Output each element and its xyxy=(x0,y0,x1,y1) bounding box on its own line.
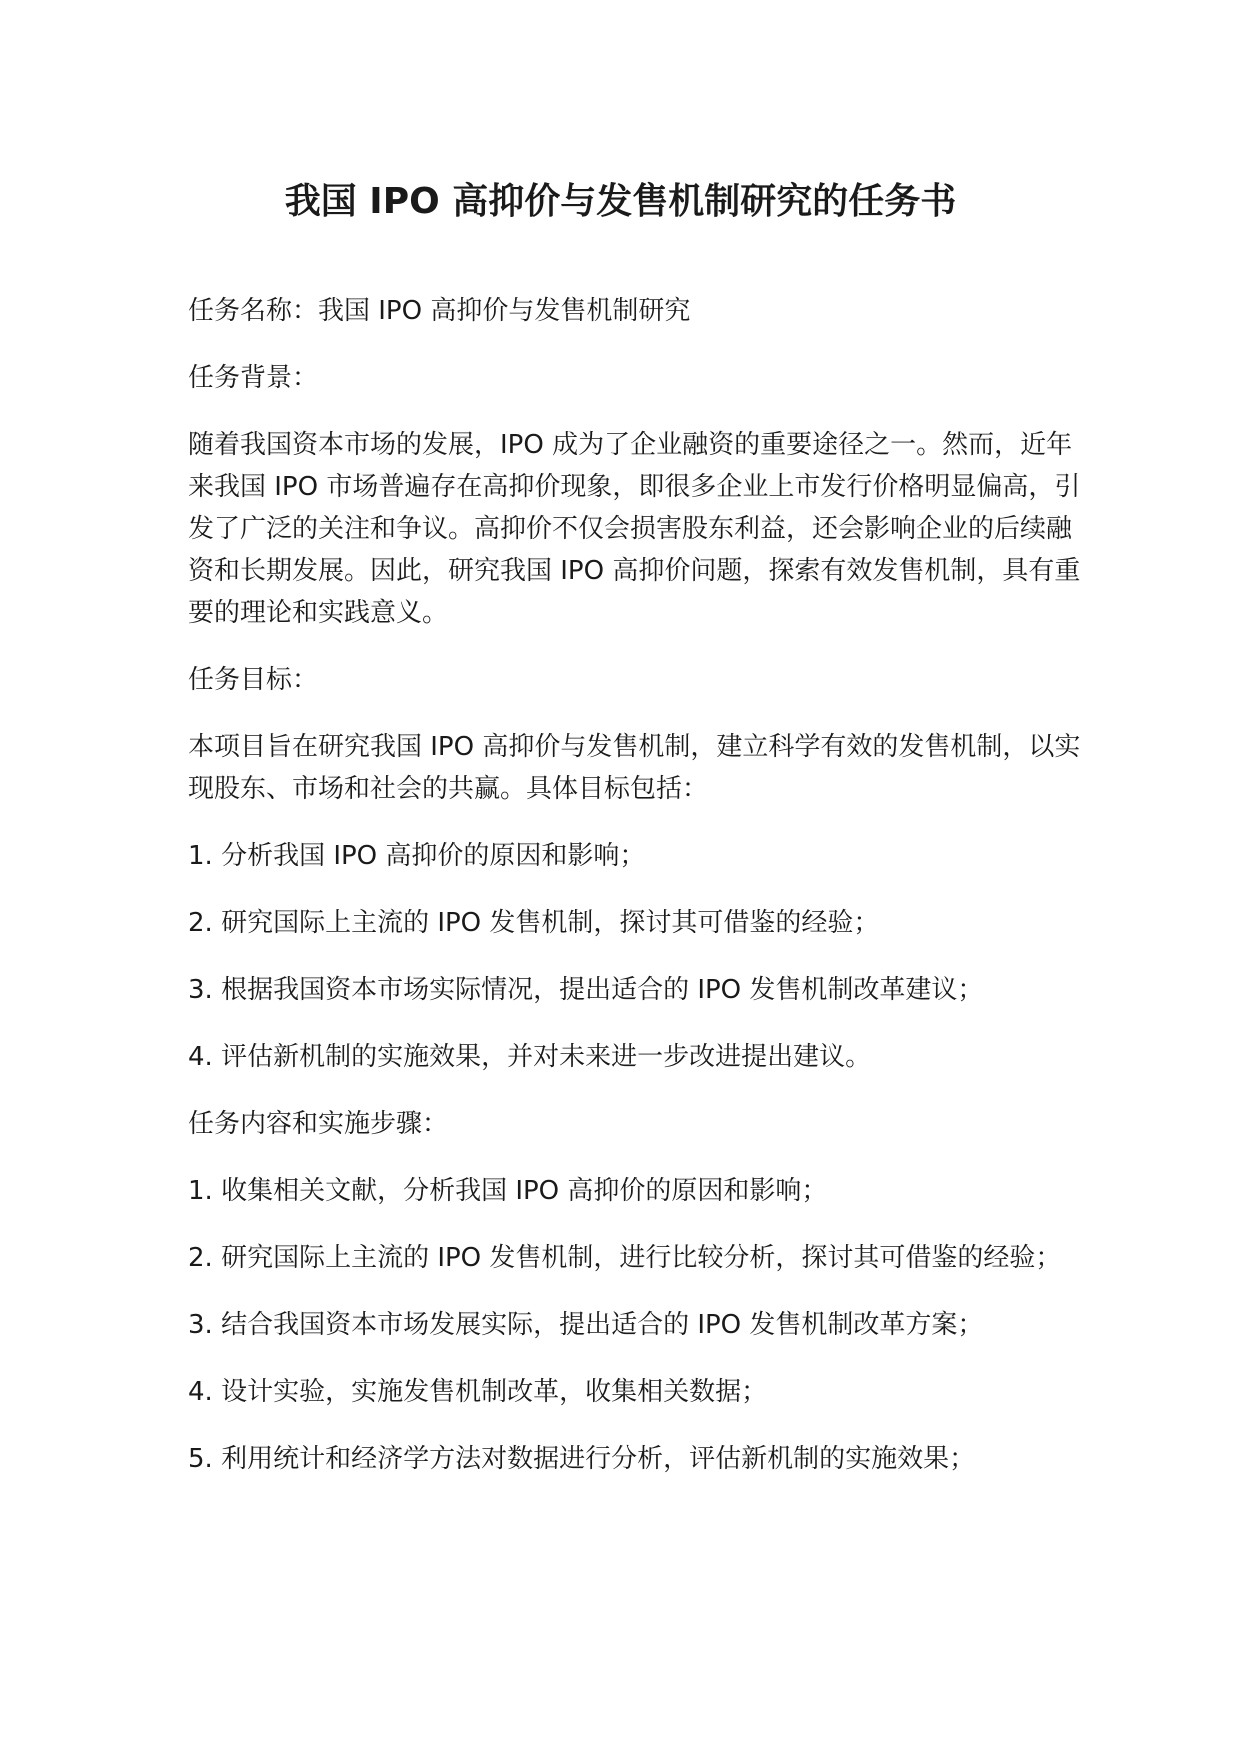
goals-intro: 本项目旨在研究我国 IPO 高抑价与发售机制，建立科学有效的发售机制，以实现股东、市场和社会的共赢。具体目标包括： xyxy=(188,732,1081,804)
steps-heading: 任务内容和实施步骤： xyxy=(188,1109,449,1139)
document-body xyxy=(188,290,1088,1505)
goal-item: 4. 评估新机制的实施效果，并对未来进一步改进提出建议。 xyxy=(188,1042,872,1072)
step-item: 4. 设计实验，实施发售机制改革，收集相关数据； xyxy=(188,1377,768,1407)
background-paragraph: 随着我国资本市场的发展，IPO 成为了企业融资的重要途径之一。然而，近年来我国 IPO 市场普遍存在高抑价现象，即很多企业上市发行价格明显偏高，引发了广泛的关注和争议。高抑价不仅会损害股东利益，还会影响企业的后续融资和长期发展。因此，研究我国 IPO 高抑价问题，探索有效发售机制，具有重要的理论和实践意义。 xyxy=(188,430,1081,628)
document-title: 我国 IPO 高抑价与发售机制研究的任务书 xyxy=(284,181,957,222)
goal-item: 1. 分析我国 IPO 高抑价的原因和影响； xyxy=(188,841,646,871)
goal-item: 2. 研究国际上主流的 IPO 发售机制，探讨其可借鉴的经验； xyxy=(188,908,880,938)
step-item: 2. 研究国际上主流的 IPO 发售机制，进行比较分析，探讨其可借鉴的经验； xyxy=(188,1243,1062,1273)
step-item: 5. 利用统计和经济学方法对数据进行分析，评估新机制的实施效果； xyxy=(188,1444,976,1474)
step-item: 3. 结合我国资本市场发展实际，提出适合的 IPO 发售机制改革方案； xyxy=(188,1310,984,1340)
goals-heading: 任务目标： xyxy=(188,665,319,695)
background-heading: 任务背景： xyxy=(188,363,319,393)
step-item: 1. 收集相关文献，分析我国 IPO 高抑价的原因和影响； xyxy=(188,1176,828,1206)
task-name: 任务名称：我国 IPO 高抑价与发售机制研究 xyxy=(188,296,691,326)
goal-item: 3. 根据我国资本市场实际情况，提出适合的 IPO 发售机制改革建议； xyxy=(188,975,984,1005)
